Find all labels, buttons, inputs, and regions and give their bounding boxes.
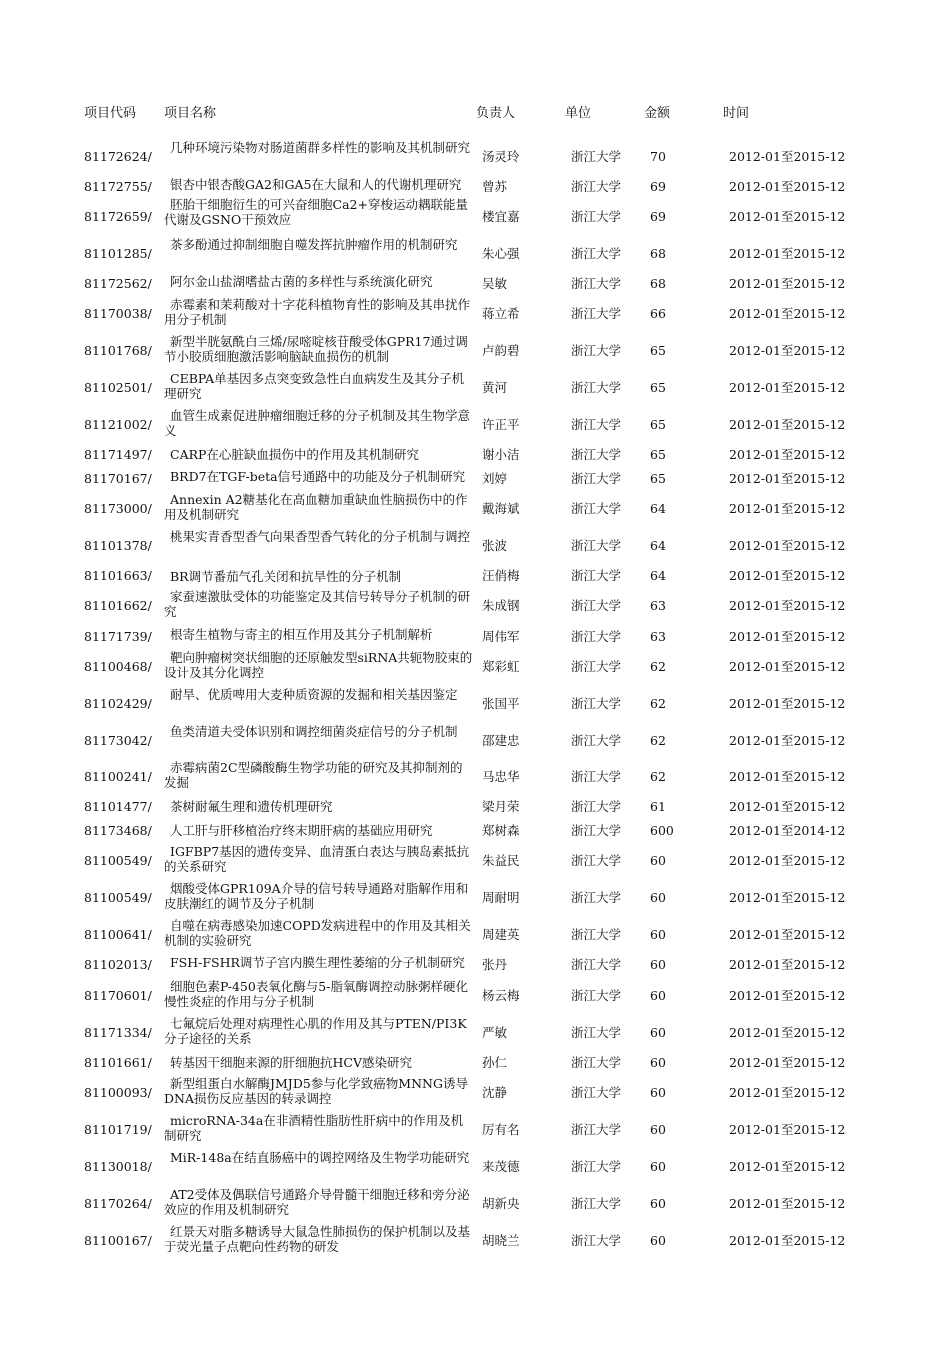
row-unit: 浙江大学	[571, 306, 622, 321]
row-time: 2012-01至2015-12	[729, 149, 846, 164]
row-unit: 浙江大学	[571, 343, 622, 358]
row-amount: 60	[650, 853, 666, 868]
row-code: 81101662/	[84, 598, 152, 613]
row-name-text: Annexin A2糖基化在高血糖加重缺血性脑损伤中的作用及机制研究	[164, 492, 468, 522]
row-unit: 浙江大学	[571, 1085, 622, 1100]
row-name	[164, 844, 474, 874]
row-time: 2012-01至2015-12	[729, 769, 846, 784]
row-time: 2012-01至2015-12	[729, 538, 846, 553]
row-time: 2012-01至2015-12	[729, 1196, 846, 1211]
row-leader: 来茂德	[482, 1159, 520, 1174]
row-name-text: 赤霉病菌2C型磷酸酶生物学功能的研究及其抑制剂的发掘	[164, 760, 463, 790]
row-time: 2012-01至2015-12	[729, 1233, 846, 1248]
row-amount: 62	[650, 696, 666, 711]
row-unit: 浙江大学	[571, 1159, 622, 1174]
row-name	[164, 979, 474, 1009]
row-name-text: 七氟烷后处理对病理性心肌的作用及其与PTEN/PI3K分子途径的关系	[164, 1016, 467, 1046]
row-unit: 浙江大学	[571, 823, 622, 838]
row-name	[164, 469, 474, 484]
row-name-text: CARP在心脏缺血损伤中的作用及其机制研究	[170, 447, 419, 462]
row-code: 81173468/	[84, 823, 152, 838]
row-amount: 60	[650, 988, 666, 1003]
row-amount: 60	[650, 1122, 666, 1137]
row-code: 81170167/	[84, 471, 152, 486]
row-name-text: 赤霉素和茉莉酸对十字花科植物育性的影响及其串扰作用分子机制	[164, 297, 471, 327]
row-amount: 64	[650, 501, 666, 516]
row-name	[164, 408, 474, 438]
row-code: 81121002/	[84, 417, 152, 432]
row-code: 81170264/	[84, 1196, 152, 1211]
row-amount: 64	[650, 538, 666, 553]
row-name	[164, 177, 474, 192]
row-time: 2012-01至2015-12	[729, 447, 846, 462]
row-amount: 65	[650, 447, 666, 462]
row-name	[164, 627, 474, 642]
row-leader: 郑彩虹	[482, 659, 520, 674]
row-name	[164, 140, 474, 155]
row-leader: 周建英	[482, 927, 520, 942]
row-leader: 黄河	[482, 380, 508, 395]
row-name	[164, 297, 474, 327]
row-name-text: 胚胎干细胞衍生的可兴奋细胞Ca2+穿梭运动耦联能量代谢及GSNO干预效应	[164, 197, 468, 227]
row-amount: 61	[650, 799, 666, 814]
row-unit: 浙江大学	[571, 890, 622, 905]
row-time: 2012-01至2015-12	[729, 306, 846, 321]
row-amount: 60	[650, 1159, 666, 1174]
row-amount: 69	[650, 209, 666, 224]
row-name-text: 新型半胱氨酰白三烯/尿嘧啶核苷酸受体GPR17通过调节小胶质细胞激活影响脑缺血损伤的机制	[164, 334, 468, 364]
row-leader: 胡晓兰	[482, 1233, 520, 1248]
row-leader: 卢韵碧	[482, 343, 520, 358]
row-leader: 孙仁	[482, 1055, 508, 1070]
row-unit: 浙江大学	[571, 538, 622, 553]
row-name-text: MiR-148a在结直肠癌中的调控网络及生物学功能研究	[170, 1150, 470, 1165]
row-name	[164, 1224, 474, 1254]
row-unit: 浙江大学	[571, 568, 622, 583]
row-time: 2012-01至2015-12	[729, 501, 846, 516]
row-name	[164, 274, 474, 289]
row-amount: 60	[650, 1085, 666, 1100]
row-code: 81101719/	[84, 1122, 152, 1137]
row-leader: 周耐明	[482, 890, 520, 905]
row-name-text: 细胞色素P-450表氧化酶与5-脂氧酶调控动脉粥样硬化慢性炎症的作用与分子机制	[164, 979, 468, 1009]
row-leader: 周伟军	[482, 629, 520, 644]
row-name-text: 根寄生植物与寄主的相互作用及其分子机制解析	[170, 627, 433, 642]
row-leader: 邵建忠	[482, 733, 520, 748]
row-leader: 马忠华	[482, 769, 520, 784]
row-amount: 62	[650, 659, 666, 674]
row-amount: 63	[650, 629, 666, 644]
row-name	[164, 724, 474, 739]
row-name-text: AT2受体及偶联信号通路介导骨髓干细胞迁移和旁分泌效应的作用及机制研究	[164, 1187, 470, 1217]
header-code: 项目代码	[84, 106, 137, 121]
row-name-text: 茶多酚通过抑制细胞自噬发挥抗肿瘤作用的机制研究	[170, 237, 458, 252]
row-code: 81101663/	[84, 568, 152, 583]
header-unit: 单位	[565, 106, 592, 121]
row-name	[164, 371, 474, 401]
row-time: 2012-01至2015-12	[729, 343, 846, 358]
row-leader: 梁月荣	[482, 799, 520, 814]
row-code: 81173000/	[84, 501, 152, 516]
row-name-text: 人工肝与肝移植治疗终末期肝病的基础应用研究	[170, 823, 433, 838]
row-code: 81100093/	[84, 1085, 152, 1100]
row-time: 2012-01至2015-12	[729, 568, 846, 583]
row-time: 2012-01至2015-12	[729, 629, 846, 644]
header-time: 时间	[723, 106, 750, 121]
row-leader: 厉有名	[482, 1122, 520, 1137]
row-unit: 浙江大学	[571, 659, 622, 674]
row-name-text: 阿尔金山盐湖嗜盐古菌的多样性与系统演化研究	[170, 274, 433, 289]
row-name	[164, 569, 474, 584]
row-leader: 朱成钢	[482, 598, 520, 613]
row-code: 81100241/	[84, 769, 152, 784]
row-code: 81171334/	[84, 1025, 152, 1040]
row-unit: 浙江大学	[571, 1196, 622, 1211]
row-name-text: 鱼类清道夫受体识别和调控细菌炎症信号的分子机制	[170, 724, 458, 739]
row-unit: 浙江大学	[571, 733, 622, 748]
row-code: 81102501/	[84, 380, 152, 395]
row-code: 81172624/	[84, 149, 152, 164]
row-unit: 浙江大学	[571, 501, 622, 516]
row-leader: 汤灵玲	[482, 149, 520, 164]
row-code: 81102429/	[84, 696, 152, 711]
row-name	[164, 197, 474, 227]
row-unit: 浙江大学	[571, 629, 622, 644]
row-unit: 浙江大学	[571, 988, 622, 1003]
row-unit: 浙江大学	[571, 927, 622, 942]
row-leader: 胡新央	[482, 1196, 520, 1211]
row-unit: 浙江大学	[571, 417, 622, 432]
row-amount: 64	[650, 568, 666, 583]
row-time: 2012-01至2015-12	[729, 799, 846, 814]
row-amount: 60	[650, 957, 666, 972]
row-amount: 70	[650, 149, 666, 164]
row-amount: 65	[650, 471, 666, 486]
row-amount: 65	[650, 343, 666, 358]
row-leader: 朱益民	[482, 853, 520, 868]
row-code: 81170601/	[84, 988, 152, 1003]
header-name: 项目名称	[164, 106, 217, 121]
row-name-text: IGFBP7基因的遗传变异、血清蛋白表达与胰岛素抵抗的关系研究	[164, 844, 470, 874]
row-name	[164, 334, 474, 364]
row-name-text: microRNA-34a在非酒精性脂肪性肝病中的作用及机制研究	[164, 1113, 464, 1143]
row-code: 81100641/	[84, 927, 152, 942]
row-time: 2012-01至2015-12	[729, 1085, 846, 1100]
row-time: 2012-01至2015-12	[729, 380, 846, 395]
row-name	[164, 918, 474, 948]
row-time: 2012-01至2015-12	[729, 1159, 846, 1174]
row-name	[164, 687, 474, 702]
row-unit: 浙江大学	[571, 471, 622, 486]
row-leader: 楼宜嘉	[482, 209, 520, 224]
row-leader: 刘婷	[482, 471, 508, 486]
row-leader: 吴敏	[482, 276, 508, 291]
row-code: 81173042/	[84, 733, 152, 748]
row-time: 2012-01至2015-12	[729, 598, 846, 613]
row-unit: 浙江大学	[571, 380, 622, 395]
row-time: 2012-01至2015-12	[729, 659, 846, 674]
row-name-text: BR调节番茄气孔关闭和抗旱性的分子机制	[170, 569, 402, 584]
row-code: 81171497/	[84, 447, 152, 462]
row-amount: 68	[650, 246, 666, 261]
row-name	[164, 1016, 474, 1046]
row-amount: 66	[650, 306, 666, 321]
row-leader: 张波	[482, 538, 508, 553]
row-amount: 60	[650, 1233, 666, 1248]
row-unit: 浙江大学	[571, 1055, 622, 1070]
row-time: 2012-01至2015-12	[729, 988, 846, 1003]
header-leader: 负责人	[476, 106, 516, 121]
row-code: 81101477/	[84, 799, 152, 814]
row-time: 2012-01至2015-12	[729, 1055, 846, 1070]
row-code: 81100167/	[84, 1233, 152, 1248]
header-amount: 金额	[644, 106, 671, 121]
row-time: 2012-01至2015-12	[729, 927, 846, 942]
row-name	[164, 650, 474, 680]
row-time: 2012-01至2015-12	[729, 890, 846, 905]
row-leader: 许正平	[482, 417, 520, 432]
row-name-text: FSH-FSHR调节子宫内膜生理性萎缩的分子机制研究	[170, 955, 465, 970]
row-name	[164, 1076, 474, 1106]
row-name	[164, 1113, 474, 1143]
row-unit: 浙江大学	[571, 799, 622, 814]
row-time: 2012-01至2015-12	[729, 733, 846, 748]
row-amount: 68	[650, 276, 666, 291]
row-name	[164, 237, 474, 252]
row-leader: 戴海斌	[482, 501, 520, 516]
row-name	[164, 529, 474, 544]
row-unit: 浙江大学	[571, 276, 622, 291]
row-amount: 65	[650, 380, 666, 395]
row-amount: 62	[650, 733, 666, 748]
row-leader: 沈静	[482, 1085, 508, 1100]
row-leader: 蒋立希	[482, 306, 520, 321]
row-leader: 谢小洁	[482, 447, 520, 462]
row-name-text: 烟酸受体GPR109A介导的信号转导通路对脂解作用和皮肤潮红的调节及分子机制	[164, 881, 469, 911]
row-leader: 张国平	[482, 696, 520, 711]
row-code: 81101378/	[84, 538, 152, 553]
row-unit: 浙江大学	[571, 853, 622, 868]
row-code: 81100549/	[84, 853, 152, 868]
row-code: 81101768/	[84, 343, 152, 358]
row-amount: 62	[650, 769, 666, 784]
row-name	[164, 760, 474, 790]
row-unit: 浙江大学	[571, 696, 622, 711]
row-leader: 曾苏	[482, 179, 508, 194]
row-leader: 郑树森	[482, 823, 520, 838]
row-unit: 浙江大学	[571, 246, 622, 261]
row-amount: 65	[650, 417, 666, 432]
row-name	[164, 823, 474, 838]
row-unit: 浙江大学	[571, 1025, 622, 1040]
row-code: 81101285/	[84, 246, 152, 261]
row-name-text: CEBPA单基因多点突变致急性白血病发生及其分子机理研究	[164, 371, 465, 401]
row-leader: 严敏	[482, 1025, 508, 1040]
row-name-text: 红景天对脂多糖诱导大鼠急性肺损伤的保护机制以及基于荧光量子点靶向性药物的研发	[164, 1224, 471, 1254]
row-amount: 69	[650, 179, 666, 194]
row-unit: 浙江大学	[571, 1122, 622, 1137]
row-name-text: 新型组蛋白水解酶JMJD5参与化学致癌物MNNG诱导DNA损伤反应基因的转录调控	[164, 1076, 468, 1106]
row-name	[164, 1187, 474, 1217]
row-code: 81171739/	[84, 629, 152, 644]
row-name	[164, 492, 474, 522]
row-time: 2012-01至2015-12	[729, 1025, 846, 1040]
row-amount: 60	[650, 1196, 666, 1211]
row-leader: 朱心强	[482, 246, 520, 261]
row-time: 2012-01至2015-12	[729, 1122, 846, 1137]
row-code: 81170038/	[84, 306, 152, 321]
row-unit: 浙江大学	[571, 1233, 622, 1248]
row-amount: 63	[650, 598, 666, 613]
row-amount: 600	[650, 823, 674, 838]
row-amount: 60	[650, 927, 666, 942]
row-name	[164, 955, 474, 970]
row-name-text: 家蚕速激肽受体的功能鉴定及其信号转导分子机制的研究	[164, 589, 471, 619]
row-name-text: 转基因干细胞来源的肝细胞抗HCV感染研究	[170, 1055, 412, 1070]
row-amount: 60	[650, 890, 666, 905]
row-name-text: BRD7在TGF-beta信号通路中的功能及分子机制研究	[170, 469, 466, 484]
row-time: 2012-01至2015-12	[729, 179, 846, 194]
row-unit: 浙江大学	[571, 447, 622, 462]
row-name-text: 银杏中银杏酸GA2和GA5在大鼠和人的代谢机理研究	[170, 177, 462, 192]
row-time: 2012-01至2015-12	[729, 957, 846, 972]
row-name-text: 耐旱、优质啤用大麦种质资源的发掘和相关基因鉴定	[170, 687, 458, 702]
row-name-text: 靶向肿瘤树突状细胞的还原触发型siRNA共轭物胶束的设计及其分化调控	[164, 650, 473, 680]
row-name-text: 自噬在病毒感染加速COPD发病进程中的作用及其相关机制的实验研究	[164, 918, 471, 948]
row-code: 81130018/	[84, 1159, 152, 1174]
row-code: 81102013/	[84, 957, 152, 972]
row-time: 2012-01至2015-12	[729, 853, 846, 868]
row-time: 2012-01至2015-12	[729, 696, 846, 711]
row-name	[164, 589, 474, 619]
row-code: 81100468/	[84, 659, 152, 674]
row-leader: 张丹	[482, 957, 508, 972]
row-name	[164, 1150, 474, 1165]
row-name-text: 桃果实青香型香气向果香型香气转化的分子机制与调控	[170, 529, 471, 544]
row-code: 81172562/	[84, 276, 152, 291]
row-name-text: 几种环境污染物对肠道菌群多样性的影响及其机制研究	[170, 140, 471, 155]
row-code: 81172659/	[84, 209, 152, 224]
row-time: 2012-01至2015-12	[729, 209, 846, 224]
row-name	[164, 881, 474, 911]
row-unit: 浙江大学	[571, 209, 622, 224]
row-code: 81172755/	[84, 179, 152, 194]
row-unit: 浙江大学	[571, 179, 622, 194]
row-unit: 浙江大学	[571, 957, 622, 972]
row-name-text: 茶树耐氟生理和遗传机理研究	[170, 799, 333, 814]
row-time: 2012-01至2015-12	[729, 471, 846, 486]
row-name	[164, 447, 474, 462]
row-name	[164, 1055, 474, 1070]
row-unit: 浙江大学	[571, 598, 622, 613]
row-name-text: 血管生成素促进肿瘤细胞迁移的分子机制及其生物学意义	[164, 408, 471, 438]
row-code: 81100549/	[84, 890, 152, 905]
row-name	[164, 799, 474, 814]
row-amount: 60	[650, 1055, 666, 1070]
row-unit: 浙江大学	[571, 769, 622, 784]
row-code: 81101661/	[84, 1055, 152, 1070]
row-time: 2012-01至2014-12	[729, 823, 846, 838]
row-time: 2012-01至2015-12	[729, 276, 846, 291]
row-leader: 杨云梅	[482, 988, 520, 1003]
row-leader: 汪俏梅	[482, 568, 520, 583]
row-time: 2012-01至2015-12	[729, 246, 846, 261]
row-time: 2012-01至2015-12	[729, 417, 846, 432]
row-unit: 浙江大学	[571, 149, 622, 164]
row-amount: 60	[650, 1025, 666, 1040]
